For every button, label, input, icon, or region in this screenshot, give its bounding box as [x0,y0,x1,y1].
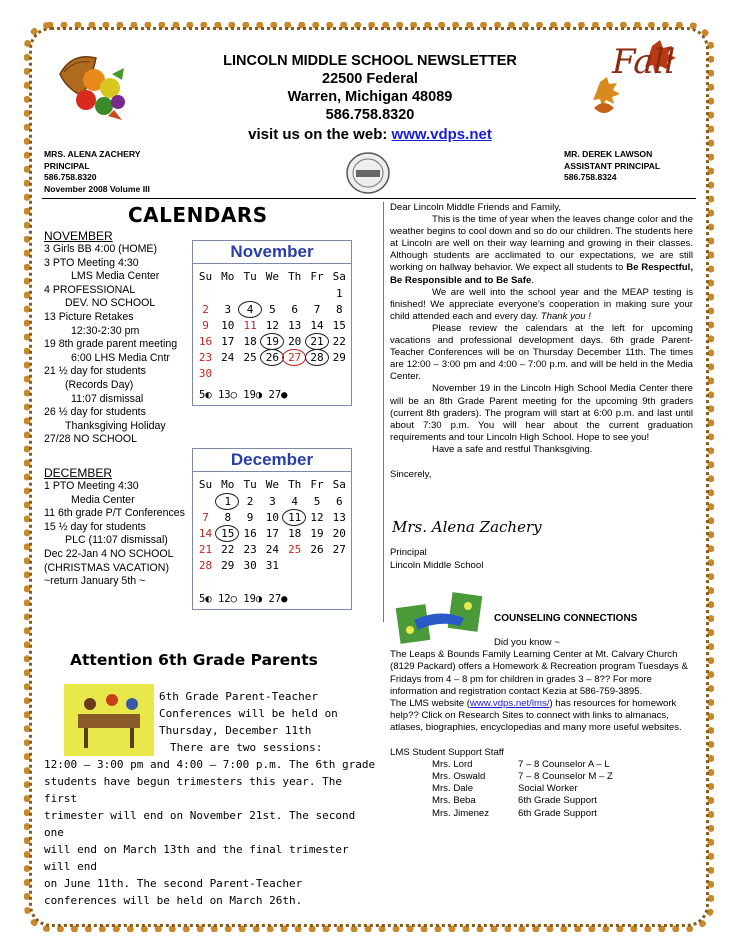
calendar-day: 4 [246,303,254,316]
calendar-day: 29 [221,559,235,572]
calendar-day: 6 [291,303,298,316]
staff-row [432,795,613,807]
did-you-know: Did you know ~ [494,637,560,648]
weekday-label: Sa [332,478,346,491]
december-moon-phases: 5◐ 12○ 19◑ 27● [199,593,288,605]
december-heading: DECEMBER [44,466,113,480]
event-line: 11:07 dismissal [71,392,144,405]
calendar-day: 6 [335,495,343,508]
lms-website-link[interactable]: www.vdps.net/lms/ [469,698,550,710]
attention-line: students have begun trimesters this year. The first [44,775,343,805]
weekday-label: Fr [310,478,324,491]
day-circle [260,333,284,350]
calendar-day: 16 [198,335,213,348]
calendar-day: 29 [332,351,346,364]
calendar-day: 24 [221,351,235,364]
assistant-block [564,149,660,184]
event-line: 12:30-2:30 pm [71,324,140,337]
calendar-day: 3 [269,495,276,508]
calendar-day: 18 [288,527,302,540]
counseling-title: COUNSELING CONNECTIONS [494,613,638,624]
staff-name: Mrs. Oswald [432,771,486,783]
staff-role: 6th Grade Support [518,795,597,807]
calendar-day: 28 [310,351,324,364]
weekday-label: Th [288,478,302,491]
calendar-day: 14 [310,319,324,332]
weekday-label: Fr [310,270,324,283]
december-calendar-grid [193,472,351,600]
day-circle [305,349,329,366]
principal-letter [390,202,693,481]
calendar-day: 15 [332,319,346,332]
november-calendar [192,240,352,406]
attention-line: There are two sessions: [170,741,323,754]
november-calendar-name: November [193,241,351,264]
event-line: 6:00 LHS Media Cntr [71,351,170,364]
cornucopia-icon [52,44,134,126]
calendar-day: 20 [332,527,346,540]
website-link[interactable]: www.vdps.net [391,126,492,143]
staff-row [432,808,613,820]
calendar-day: 21 [310,335,324,348]
calendar-day: 2 [202,303,209,316]
calendar-day: 23 [243,543,257,556]
calendar-day: 9 [246,511,254,524]
calendar-day: 22 [221,543,235,556]
website-line [150,126,590,144]
staff-name: Mrs. Lord [432,758,473,770]
calendar-day: 5 [313,495,321,508]
november-moon-phases: 5◐ 13○ 19◑ 27● [199,389,288,401]
calendar-day: 20 [288,335,302,348]
day-circle [282,349,306,366]
issue-line: November 2008 Volume III [44,183,150,194]
attention-line: conferences will be held on March 26th. [44,894,303,907]
signature-block [390,546,483,572]
weekday-label: Su [198,270,213,283]
event-line: 3 PTO Meeting 4:30 [44,256,139,269]
calendar-day: 4 [291,495,298,508]
calendar-day: 8 [224,511,232,524]
letter-greeting: Dear Lincoln Middle Friends and Family, [390,202,561,213]
calendar-day: 23 [198,351,213,364]
calendar-day: 1 [224,495,232,508]
event-line: 11 6th grade P/T Conferences [44,507,185,520]
december-events [44,466,194,589]
event-line: Dec 22-Jan 4 NO SCHOOL [44,547,174,560]
calendar-day: 2 [246,495,254,508]
calendar-day: 30 [243,559,257,572]
november-event-list [44,243,194,447]
event-line: 26 ½ day for students [44,406,146,419]
event-line: ~return January 5th ~ [44,575,146,588]
attention-line: 12:00 – 3:00 pm and 4:00 – 7:00 p.m. The 6th grade [44,758,376,771]
attention-line: on June 11th. The second Parent-Teacher [44,877,303,890]
day-circle [260,349,284,366]
attention-line: trimester will end on November 21st. The second one [44,809,356,839]
calendar-day: 9 [202,319,209,332]
weekday-label: Th [288,270,302,283]
staff-name: Mrs. Jimenez [432,807,490,819]
calendar-day: 11 [243,319,257,332]
column-divider [383,202,384,622]
letter-closing: Sincerely, [390,468,432,480]
header-divider [42,198,696,199]
assistant-name: MR. DEREK LAWSON [564,149,653,159]
calendar-day: 24 [265,543,280,556]
calendar-day: 18 [243,335,257,348]
event-line: 15 ½ day for students [44,520,146,533]
staff-row [432,759,613,771]
fall-title: Fall [612,42,676,82]
address-line-2: Warren, Michigan 48089 [287,89,453,105]
attention-line: Conferences will be held on [159,707,338,720]
attention-body [44,688,378,909]
weekday-label: Su [198,478,213,491]
event-line: 19 8th grade parent meeting [44,338,178,351]
letter-paragraph-1: This is the time of year when the leaves change color and the weather begins to cool down and so do our children. The students here at Lincoln are well on their way learning and growing in their classes. Although students are acclimated to our expectations, we are still working on hallway behavior. We expect all students to Be Respectful, Be Responsible and to Be Safe. [390,214,693,286]
calendar-day: 21 [198,543,213,556]
staff-role: 7 – 8 Counselor A – L [518,758,610,770]
november-heading: NOVEMBER [44,229,113,243]
letter-paragraph-5: Have a safe and restful Thanksgiving. [432,443,593,455]
calendar-day: 12 [265,319,280,332]
attention-line: 6th Grade Parent-Teacher [159,690,318,703]
principal-title: PRINCIPAL [44,160,90,171]
event-line: 3 Girls BB 4:00 (HOME) [44,243,158,255]
calendar-day: 14 [198,527,213,540]
calendar-day: 5 [269,303,276,316]
weekday-label: Tu [243,478,257,491]
event-line: 21 ½ day for students [44,365,146,378]
calendar-day: 27 [332,543,346,556]
november-events [44,229,194,447]
counseling-section [390,637,695,820]
day-circle [282,509,306,526]
calendar-day: 27 [288,351,302,364]
calendar-day: 7 [313,303,321,316]
calendar-day: 25 [243,351,257,364]
staff-role: 6th Grade Support [518,807,597,819]
support-staff-table [432,759,613,820]
weekday-label: Mo [221,478,235,491]
principal-name: MRS. ALENA ZACHERY [44,149,141,159]
calendar-day: 13 [288,319,302,332]
calendar-day: 19 [265,335,280,348]
weekday-label: Sa [332,270,346,283]
calendar-day: 11 [288,511,302,524]
calendar-day: 10 [265,511,280,524]
december-event-list [44,480,194,589]
support-staff-heading: LMS Student Support Staff [390,746,504,758]
calendar-day: 30 [198,367,213,380]
december-calendar-name: December [193,449,351,472]
attention-title: Attention 6th Grade Parents [70,651,318,669]
day-circle [305,333,329,350]
staff-name: Mrs. Beba [432,795,476,807]
november-calendar-grid [193,264,351,392]
calendar-day: 1 [335,287,343,300]
calendar-day: 13 [332,511,346,524]
december-calendar [192,448,352,610]
letter-paragraph-2: We are well into the school year and the MEAP testing is finished! We appreciate everyone’s cooperation in making sure your child attended each and every day. Thank you ! [390,286,693,322]
calendar-day: 25 [288,543,302,556]
address-line-1: 22500 Federal [322,71,418,87]
principal-signature: Mrs. Alena Zachery [392,518,542,536]
event-line: 1 PTO Meeting 4:30 [44,480,139,492]
calendar-day: 31 [265,559,280,572]
weekday-label: We [265,478,280,491]
weekday-label: Tu [243,270,257,283]
calendar-day: 22 [332,335,346,348]
weekday-label: We [265,270,280,283]
calendars-title: CALENDARS [128,203,268,227]
calendar-day: 19 [310,527,324,540]
calendar-day: 16 [243,527,257,540]
weekday-label: Mo [221,270,235,283]
calendar-day: 8 [335,303,343,316]
letter-paragraph-4: November 19 in the Lincoln High School Media Center there will be an 8th Grade Parent meeting for the upcoming 9th graders (current 8th graders). The program will start at 6:00 p.m. and last until about 7:30 p.m. You will hear about the current graduation requirements and tour Lincoln High School. Hope to see you! [390,383,693,443]
calendar-day: 26 [265,351,280,364]
signature-title: Principal [390,547,427,558]
event-line: PLC (11:07 dismissal) [65,534,168,547]
counseling-paragraph-1: The Leaps & Bounds Family Learning Center at Mt. Calvary Church (8129 Packard) offers a Homework & Recreation program Tuesdays & Fridays from 4 – 8 pm for children in grades 3 – 8?? For more information and registration contact Kezia at 586-759-3895. [390,649,688,697]
calendar-day: 17 [221,335,235,348]
event-line: Media Center [71,493,135,506]
calendar-day: 12 [310,511,324,524]
event-line: 27/28 NO SCHOOL [44,433,138,446]
event-line: 4 PROFESSIONAL [44,283,136,296]
calendar-day: 3 [224,303,232,316]
event-line: LMS Media Center [71,270,160,283]
calendar-day: 17 [265,527,280,540]
staff-role: 7 – 8 Counselor M – Z [518,771,613,783]
staff-row [432,771,613,783]
website-label: visit us on the web: [248,126,388,143]
event-line: (CHRISTMAS VACATION) [44,561,169,574]
event-line: 13 Picture Retakes [44,310,134,323]
event-line: (Records Day) [65,378,134,391]
signature-school: Lincoln Middle School [390,560,484,571]
staff-name: Mrs. Dale [432,783,474,795]
staff-row [432,783,613,795]
event-line: DEV. NO SCHOOL [65,297,156,310]
newsletter-title: LINCOLN MIDDLE SCHOOL NEWSLETTER [223,53,517,69]
handshake-money-icon [394,590,484,644]
counseling-paragraph-2: The LMS website (www.vdps.net/lms/) has resources for homework help?? Click on Research Sites to connect with links to almanacs, atlases, biographies, encyclopedias and many more useful websites. [390,698,682,734]
school-phone: 586.758.8320 [325,107,415,123]
principal-block [44,149,150,195]
event-line: Thanksgiving Holiday [65,419,166,432]
letter-paragraph-3: Please review the calendars at the left for upcoming vacations and professional development days. 6th grade Parent-Teacher Conferences will be on Thursday December 11th. The times are 12:00 – 3:00 pm and 4:00 – 7:00 p.m. and will be held in the Media Center. [390,322,693,383]
calendar-day: 28 [198,559,213,572]
assistant-title: ASSISTANT PRINCIPAL [564,160,661,171]
assistant-phone: 586.758.8324 [564,172,617,182]
principal-phone: 586.758.8320 [44,172,97,182]
attention-line: Thursday, December 11th [159,724,312,737]
calendar-day: 26 [310,543,324,556]
attention-line: will end on March 13th and the final trimester will end [44,843,349,873]
day-circle [238,301,262,318]
calendar-day: 15 [221,527,235,540]
school-seal-icon [345,151,391,195]
calendar-day: 7 [202,511,209,524]
newsletter-header [150,52,590,144]
staff-role: Social Worker [518,783,578,795]
calendar-day: 10 [221,319,235,332]
